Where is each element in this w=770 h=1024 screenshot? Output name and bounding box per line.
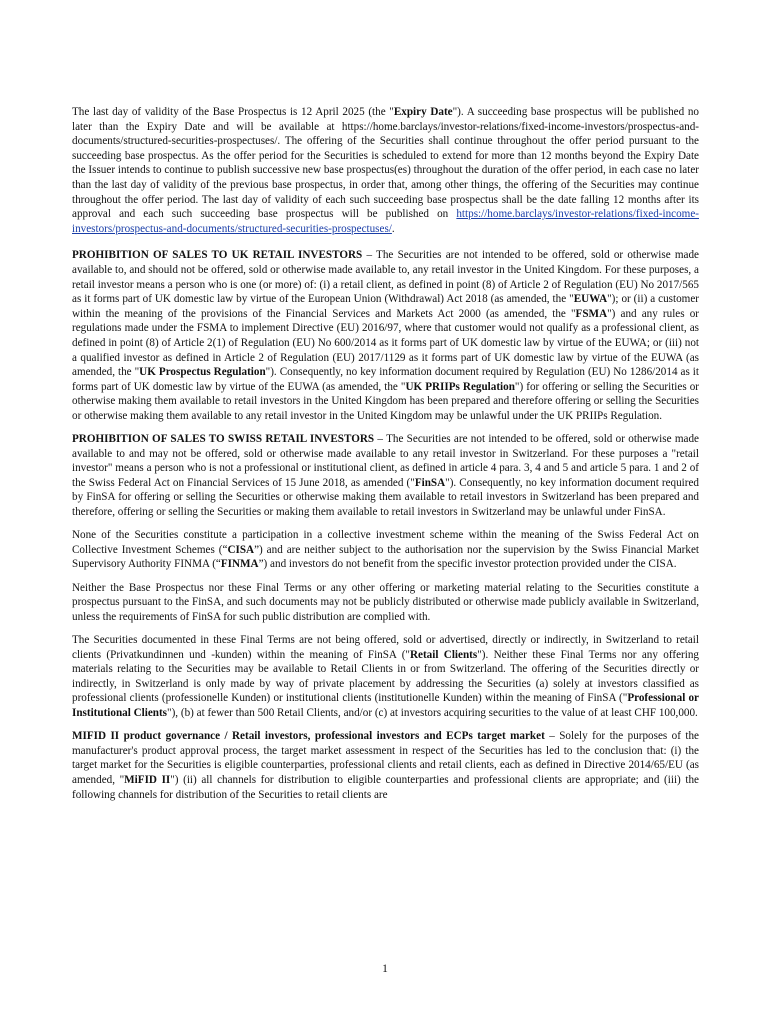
- text: – Solely for the purposes of the manufacturer's product approval process, the target market assessment in respect of the Securities has led to the conclusion that: (i) the target market for the Securities is eligible counterparties, professional clients and retail clients, each as defined in Directive 2014/65/EU (as amended, ": [72, 730, 699, 786]
- text: None of the Securities constitute a participation in a collective investment scheme within the meaning of the Swiss Federal Act on Collective Investment Schemes (“: [72, 529, 699, 556]
- prospectus-link[interactable]: https://home.barclays/investor-relations/fixed-income-investors/prospectus-and-documents/structured-securities-prospectuses/: [72, 208, 699, 235]
- text: The Securities documented in these Final Terms are not being offered, sold or advertised, directly or indirectly, in Switzerland to retail clients (Privatkundinnen und -kunden) within the meaning of FinSA (": [72, 633, 699, 661]
- defined-term: MiFID II: [124, 773, 171, 786]
- text: Neither the Base Prospectus nor these Final Terms or any other offering or marketing material relating to the Securities constitute a prospectus pursuant to the FinSA, and such documents may not be publicly distributed or otherwise made publicly available in Switzerland, unless the requirements of FinSA for such public distribution are complied with.: [72, 581, 699, 623]
- text: "). Consequently, no key information document required by Regulation (EU) No 1286/2014 as it forms part of UK domestic law by virtue of the EUWA (as amended, the ": [72, 366, 699, 393]
- cisa-paragraph: [72, 528, 699, 572]
- page-number: 1: [382, 963, 388, 975]
- swiss-offering-paragraph: [72, 633, 699, 721]
- text: – The Securities are not intended to be offered, sold or otherwise made available to and may not be offered, sold or otherwise made available to any retail investor in Switzerland. For these purposes a "retail investor" means a person who is not a professional or institutional client, as defined in article 4 para. 3, 4 and 5 and article 5 para. 1 and 2 of the Swiss Federal Act on Financial Services of 15 June 2018, as amended (": [72, 433, 699, 489]
- mifid-governance-paragraph: [72, 729, 699, 802]
- text: The last day of validity of the Base Prospectus is 12 April 2025 (the ": [72, 106, 394, 118]
- defined-term: UK Prospectus Regulation: [139, 366, 266, 379]
- defined-term: FinSA: [414, 476, 446, 489]
- text: – The Securities are not intended to be offered, sold or otherwise made available to, and should not be offered, sold or otherwise made available to, any retail investor in the United Kingdom. For these purposes, a retail investor means a person who is one (or more) of: (i) a retail client, as defined in point (8) of Article 2 of Regulation (EU) No 2017/565 as it forms part of UK domestic law by virtue of the European Union (Withdrawal) Act 2018 (as amended, the ": [72, 249, 699, 306]
- expiry-date-paragraph: [72, 105, 699, 236]
- text: ”) and are neither subject to the authorisation nor the supervision by the Swiss Financial Market Supervisory Authority FINMA (“: [72, 543, 699, 571]
- section-heading: PROHIBITION OF SALES TO SWISS RETAIL INVESTORS: [72, 433, 375, 446]
- defined-term: FINMA: [220, 558, 259, 571]
- defined-term: UK PRIIPs Regulation: [405, 380, 515, 393]
- defined-term: Expiry Date: [393, 106, 453, 118]
- text: "). A succeeding base prospectus will be published no later than the Expiry Date and will be available at https://home.barclays/investor-relations/fixed-income-investors/prospectus-and-documents/structured-securities-prospectuses/. The offering of the Securities shall continue throughout the offer period pursuant to the succeeding base prospectus. As the offer period for the Securities is scheduled to extend for more than 12 months beyond the Expiry Date the Issuer intends to continue to publish successive new base prospectus(es) throughout the duration of the offer period, in each case no later than the last day of validity of the previous base prospectus, in order that, among other things, the offering of the Securities may continue throughout the offer period. The last day of validity of each such succeeding base prospectus shall be the date falling 12 months after its approval and each such succeeding base prospectus will be published on: [72, 106, 699, 221]
- defined-term: Professional or Institutional Clients: [72, 692, 699, 719]
- document-page: [72, 105, 699, 811]
- text: "), (b) at fewer than 500 Retail Clients, and/or (c) at investors acquiring securities to the value of at least CHF 100,000.: [167, 706, 698, 719]
- text: ") for offering or selling the Securities or otherwise making them available to retail investors in the United Kingdom has been prepared and therefore offering or selling the Securities or otherwise making them available to any retail investor in the United Kingdom may be unlawful under the UK PRIIPs Regulation.: [72, 380, 700, 422]
- section-heading: MIFID II product governance / Retail investors, professional investors and ECPs target market: [72, 730, 545, 743]
- finsa-prospectus-paragraph: [72, 581, 699, 625]
- section-heading: PROHIBITION OF SALES TO UK RETAIL INVESTORS: [72, 249, 363, 262]
- defined-term: CISA: [227, 543, 255, 556]
- uk-retail-prohibition-paragraph: [72, 248, 699, 423]
- text: ”) and investors do not benefit from the specific investor protection provided under the CISA.: [258, 558, 677, 571]
- text: "). Neither these Final Terms nor any offering materials relating to the Securities may be available to Retail Clients in or from Switzerland. The offering of the Securities directly or indirectly, in Switzerland is only made by way of private placement by addressing the Securities (a) solely at investors classified as professional clients (professionelle Kunden) or institutional clients (institutionelle Kunden) within the meaning of FinSA (": [72, 648, 699, 705]
- text: "). Consequently, no key information document required by FinSA for offering or selling the Securities or otherwise making them available to retail investors in Switzerland has been prepared and therefore, offering or selling the Securities or making them available to retail investors in Switzerland may be unlawful under FinSA.: [72, 476, 700, 519]
- text: ") (ii) all channels for distribution to eligible counterparties and professional clients are appropriate; and (iii) the following channels for distribution of the Securities to retail clients are: [72, 773, 699, 801]
- text: "); or (ii) a customer within the meaning of the provisions of the Financial Services and Markets Act 2000 (as amended, the ": [72, 293, 699, 320]
- swiss-retail-prohibition-paragraph: [72, 432, 699, 520]
- text: ") and any rules or regulations made under the FSMA to implement Directive (EU) 2016/97, where that customer would not qualify as a professional client, as defined in point (8) of Article 2(1) of Regulation (EU) No 600/2014 as it forms part of UK domestic law by virtue of the EUWA; or (iii) not a qualified investor as defined in Article 2 of Regulation (EU) 2017/1129 as it forms part of UK domestic law by virtue of the EUWA (as amended, the ": [72, 307, 699, 379]
- defined-term: Retail Clients: [409, 648, 478, 661]
- defined-term: EUWA: [573, 293, 608, 306]
- text: .: [391, 222, 395, 235]
- defined-term: FSMA: [575, 307, 608, 320]
